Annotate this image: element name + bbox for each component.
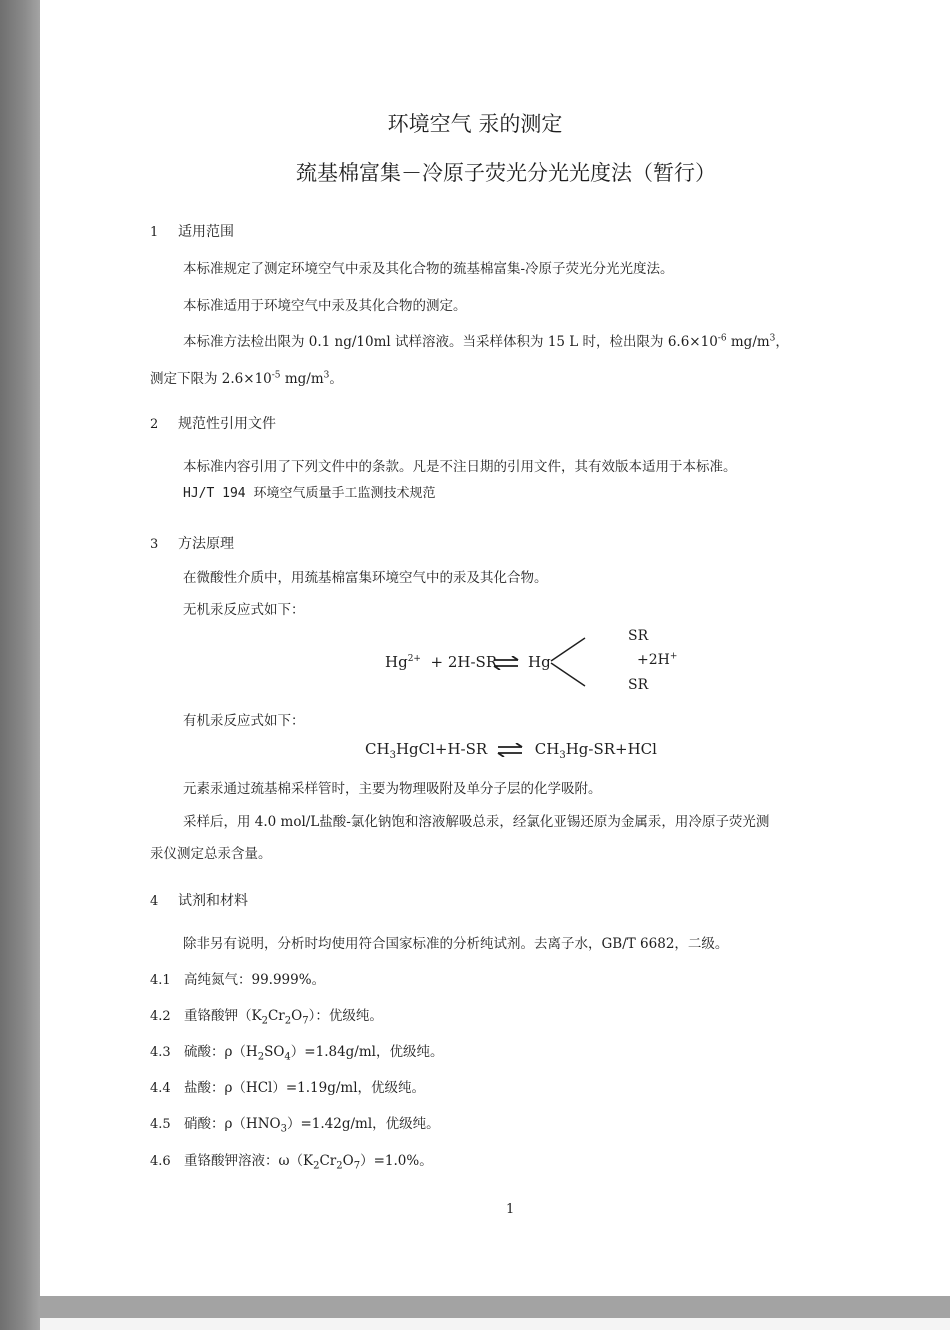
paragraph: 汞仪测定总汞含量。	[150, 846, 272, 862]
section-4-heading	[150, 890, 248, 910]
section-title: 规范性引用文件	[178, 416, 276, 432]
list-item: 4.5 硝酸：$\rho(HNO_3)=1.42g/ml$，优级纯。	[150, 1116, 440, 1135]
document-page	[40, 0, 950, 1296]
paragraph: 在微酸性介质中，用巯基棉富集环境空气中的汞及其化合物。	[183, 570, 548, 586]
paragraph: 有机汞反应式如下：	[183, 713, 305, 729]
equilibrium-arrow-icon	[496, 743, 526, 757]
section-number: 4	[150, 894, 159, 909]
list-item: 4.1 高纯氮气：99.999%。	[150, 972, 326, 988]
section-title: 方法原理	[178, 536, 234, 552]
formula-hydrogen: +2H+	[637, 651, 678, 668]
paragraph: 除非另有说明，分析时均使用符合国家标准的分析纯试剂。去离子水，GB/T 6682，二级。	[183, 936, 729, 952]
section-number: 3	[150, 537, 159, 552]
reference-item: HJ/T 194 环境空气质量手工监测技术规范	[183, 486, 436, 501]
page-number: 1	[506, 1202, 515, 1217]
section-title: 试剂和材料	[178, 893, 248, 909]
title-line-2: 巯基棉富集－冷原子荧光分光光度法（暂行）	[296, 161, 716, 185]
paragraph: 本标准方法检出限为 0.1 ng/10ml 试样溶液。当采样体积为 15 L 时，检出限为 $6.6\times 10^{-6}$ $mg/m^3$，	[183, 333, 789, 350]
equilibrium-arrow-icon	[492, 656, 522, 670]
paragraph: 元素汞通过巯基棉采样管时，主要为物理吸附及单分子层的化学吸附。	[183, 781, 602, 797]
formula-product-hg: Hg	[528, 653, 551, 671]
formula-reactants: $Hg^{2+} + 2H-SR$	[385, 653, 498, 671]
paragraph: 采样后，用 4.0 mol/L盐酸-氯化钠饱和溶液解吸总汞，经氯化亚锡还原为金属汞，用冷原子荧光测	[183, 814, 770, 830]
section-1-heading	[150, 221, 234, 241]
paragraph: 本标准适用于环境空气中汞及其化合物的测定。	[183, 298, 467, 314]
paragraph: 本标准规定了测定环境空气中汞及其化合物的巯基棉富集-冷原子荧光分光光度法。	[183, 261, 674, 277]
scan-bottom-edge	[40, 1318, 950, 1330]
scan-left-border	[0, 0, 40, 1330]
section-number: 1	[150, 225, 159, 240]
section-3-heading	[150, 533, 234, 553]
list-item: 4.4 盐酸：ρ（HCl）=1.19g/ml，优级纯。	[150, 1080, 426, 1096]
paragraph: 无机汞反应式如下：	[183, 602, 305, 618]
section-title: 适用范围	[178, 224, 234, 240]
section-2-heading	[150, 413, 276, 433]
list-item: 4.2 重铬酸钾$(K_2Cr_2O_7)$：优级纯。	[150, 1008, 383, 1027]
bond-lines	[549, 636, 593, 688]
scan-bottom-border	[40, 1296, 950, 1318]
inorganic-mercury-reaction	[385, 626, 685, 696]
list-item: 4.3 硫酸：$\rho(H_2SO_4)=1.84g/ml$，优级纯。	[150, 1044, 444, 1063]
formula-sr-bottom: SR	[628, 677, 649, 693]
paragraph: 测定下限为 $2.6\times 10^{-5}$ $mg/m^3$。	[150, 370, 343, 387]
title-line-1: 环境空气 汞的测定	[387, 112, 563, 136]
section-number: 2	[150, 417, 159, 432]
formula-sr-top: SR	[628, 628, 649, 644]
paragraph: 本标准内容引用了下列文件中的条款。凡是不注日期的引用文件，其有效版本适用于本标准。	[183, 459, 737, 475]
organic-mercury-reaction: $CH_3HgCl+H-SR$ $CH_3Hg-SR+HCl$	[365, 740, 657, 761]
list-item: 4.6 重铬酸钾溶液：$\omega(K_2Cr_2O_7)=1.0\%$。	[150, 1153, 433, 1172]
